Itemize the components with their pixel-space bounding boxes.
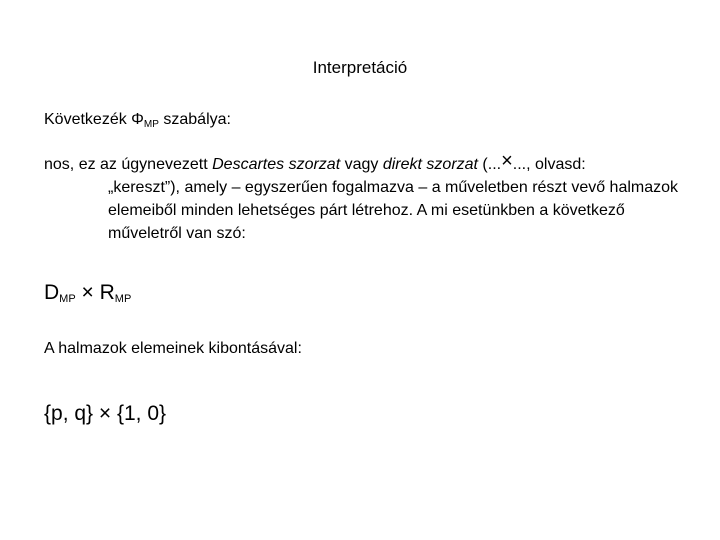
formula-r: R xyxy=(99,281,115,304)
definition-text-1: nos, ez az úgynevezett xyxy=(44,156,213,173)
term-direct-product: direkt szorzat xyxy=(382,156,478,173)
expanded-formula: {p, q} × {1, 0} xyxy=(44,402,167,425)
rule-heading xyxy=(44,111,231,130)
definition-text-3: (... xyxy=(477,156,502,173)
formula-d-subscript: MP xyxy=(59,293,76,305)
rule-heading-prefix: Következék Φ xyxy=(44,111,144,128)
definition-text-4: ..., olvasd: xyxy=(512,156,586,173)
cross-symbol: × xyxy=(501,150,513,172)
term-descartes-product: Descartes szorzat xyxy=(212,156,341,173)
definition-first-line xyxy=(44,150,690,176)
formula-d: D xyxy=(44,281,60,304)
definition-paragraph xyxy=(44,150,690,245)
slide-title: Interpretáció xyxy=(312,58,408,77)
product-formula xyxy=(44,281,131,305)
definition-continuation: „kereszt”), amely – egyszerűen fogalmazva – a műveletben részt vevő halmazok elemeiből minden lehetséges párt létrehoz. A mi esetünkben a következő műveletről van szó: xyxy=(108,179,679,242)
formula-operator: × xyxy=(75,281,100,304)
rule-heading-suffix: szabálya: xyxy=(158,111,231,128)
rule-heading-subscript: MP xyxy=(143,119,159,130)
expansion-heading: A halmazok elemeinek kibontásával: xyxy=(44,340,302,357)
definition-text-2: vagy xyxy=(340,156,383,173)
formula-r-subscript: MP xyxy=(114,293,132,305)
